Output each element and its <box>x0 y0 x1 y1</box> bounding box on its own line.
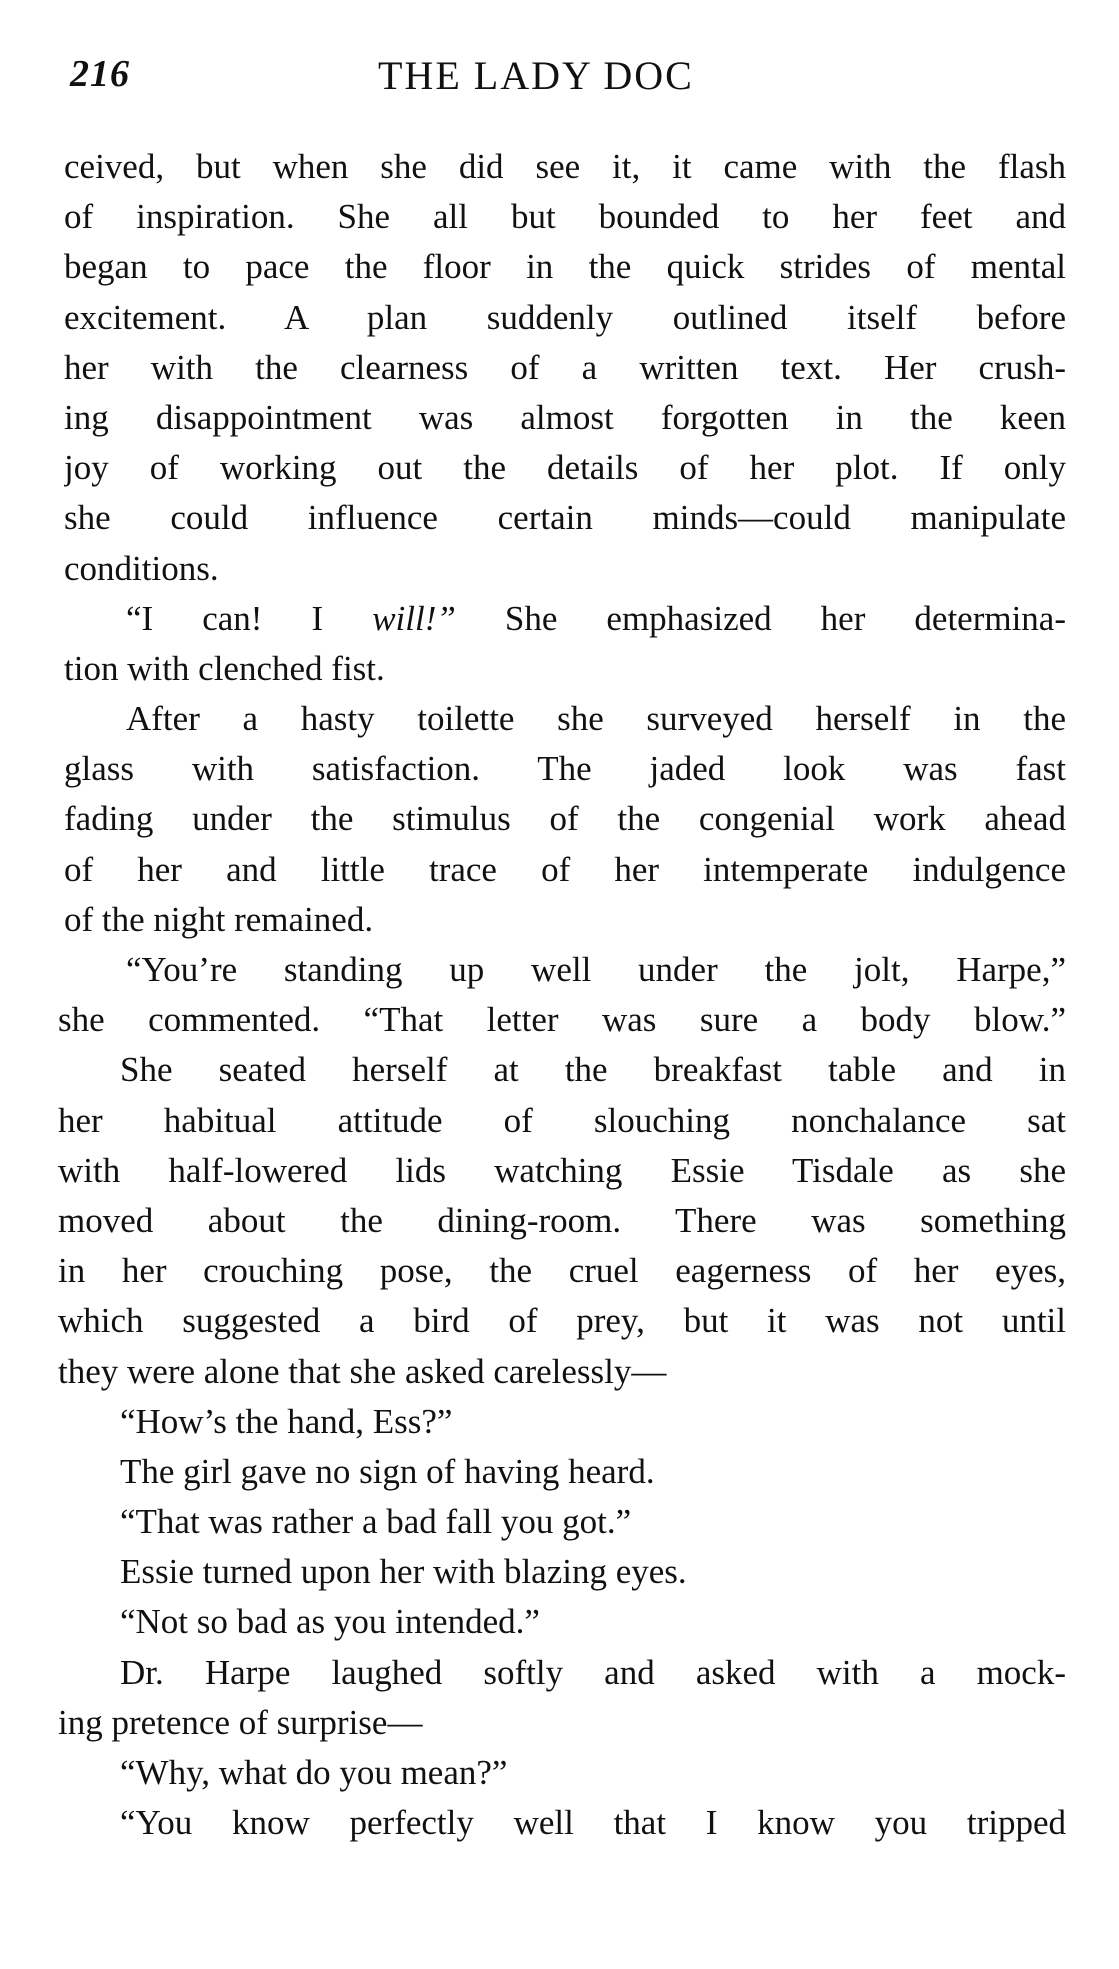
text-line: excitement. A plan suddenly outlined itself before <box>64 297 1066 337</box>
text-line: Dr. Harpe laughed softly and asked with a mock- <box>120 1652 1066 1692</box>
text-line-mixed <box>64 594 1066 644</box>
emphasized-word: will!” <box>372 598 456 638</box>
text-line: they were alone that she asked carelessly— <box>58 1351 667 1391</box>
text-line: The girl gave no sign of having heard. <box>120 1451 655 1491</box>
text-line: she could influence certain minds—could manipulate <box>64 498 1066 538</box>
text-line: fading under the stimulus of the congenial work ahead <box>64 799 1066 839</box>
text-segment: She emphasized her determina- <box>455 598 1066 638</box>
text-line: glass with satisfaction. The jaded look was fast <box>64 749 1066 789</box>
text-line: “Not so bad as you intended.” <box>120 1602 540 1642</box>
text-line: began to pace the floor in the quick strides of mental <box>64 247 1066 287</box>
text-line: “That was rather a bad fall you got.” <box>120 1502 632 1542</box>
text-line: joy of working out the details of her plot. If only <box>64 448 1066 488</box>
text-line: moved about the dining-room. There was something <box>58 1200 1066 1240</box>
text-line: of her and little trace of her intemperate indulgence <box>64 849 1066 889</box>
text-line: After a hasty toilette she surveyed herself in the <box>126 699 1066 739</box>
page-number: 216 <box>70 53 130 95</box>
text-line: with half-lowered lids watching Essie Tisdale as she <box>58 1150 1066 1190</box>
text-line: Essie turned upon her with blazing eyes. <box>120 1552 687 1592</box>
text-segment: “I can! I <box>126 598 373 638</box>
text-line: “Why, what do you mean?” <box>120 1753 508 1792</box>
running-title: THE LADY DOC <box>378 53 694 98</box>
text-line: her with the clearness of a written text. Her crush- <box>64 347 1066 387</box>
text-line: which suggested a bird of prey, but it was not until <box>58 1301 1066 1341</box>
text-line: ing pretence of surprise— <box>58 1702 423 1742</box>
text-line: ing disappointment was almost forgotten in the keen <box>64 397 1066 437</box>
page-header <box>70 48 1070 108</box>
text-line: of inspiration. She all but bounded to her feet and <box>64 197 1066 237</box>
text-line: of the night remained. <box>64 899 374 939</box>
text-line: ceived, but when she did see it, it came with the flash <box>64 147 1066 186</box>
text-line: She seated herself at the breakfast table and in <box>120 1050 1066 1090</box>
text-line: she commented. “That letter was sure a body blow.” <box>58 1000 1066 1040</box>
text-line: “You know perfectly well that I know you tripped <box>120 1803 1066 1843</box>
text-line: “How’s the hand, Ess?” <box>120 1401 453 1441</box>
text-line: tion with clenched fist. <box>64 648 385 688</box>
text-line: “You’re standing up well under the jolt, Harpe,” <box>126 950 1066 989</box>
text-line: her habitual attitude of slouching nonchalance sat <box>58 1100 1066 1140</box>
text-line: in her crouching pose, the cruel eagerness of her eyes, <box>58 1251 1066 1291</box>
text-line: conditions. <box>64 548 219 588</box>
body-text <box>58 142 1066 1848</box>
